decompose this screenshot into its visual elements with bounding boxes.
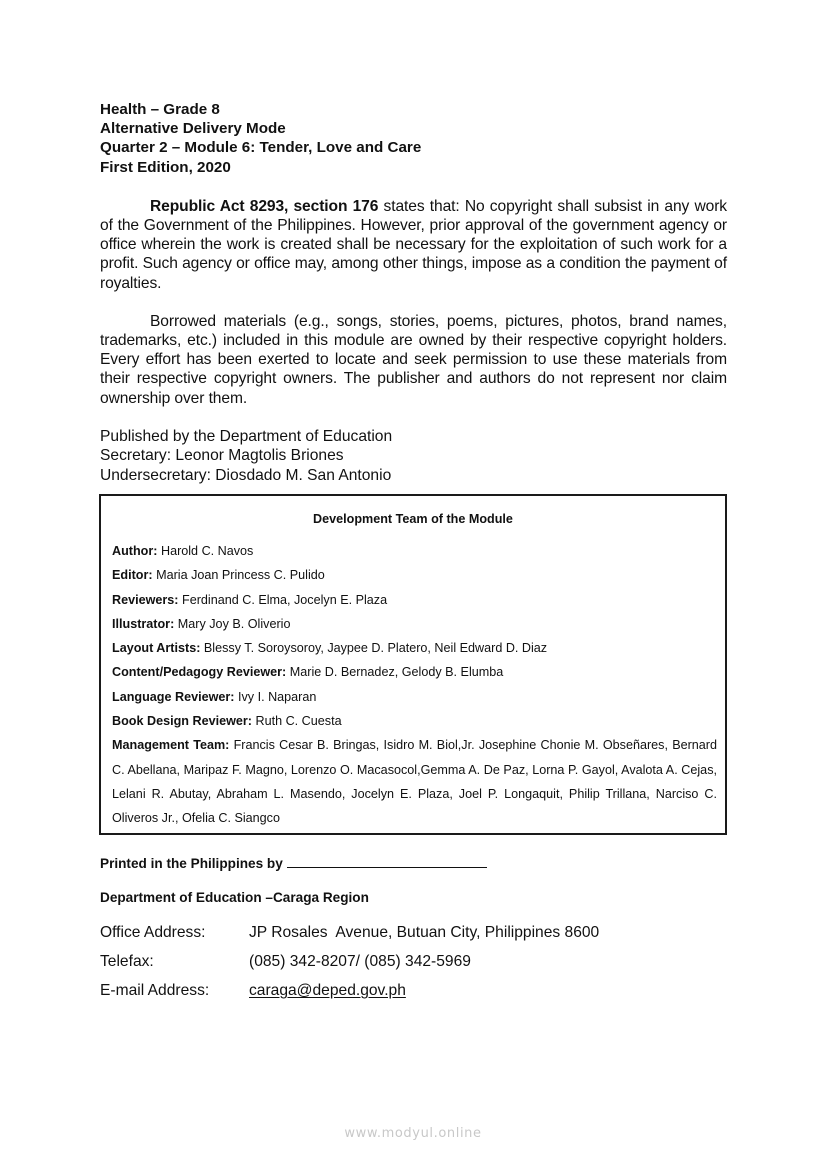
team-role: Language Reviewer: (112, 689, 235, 704)
borrowed-materials-paragraph (100, 312, 727, 408)
office-address-label: Office Address: (100, 924, 206, 941)
team-member-row (112, 640, 717, 664)
secretary: Secretary: Leonor Magtolis Briones (100, 447, 344, 465)
telefax-value: (085) 342-8207/ (085) 342-5969 (249, 953, 471, 970)
team-names: Blessy T. Soroysoroy, Jaypee D. Platero, Neil Edward D. Diaz (200, 641, 548, 656)
module-title-block (100, 100, 727, 177)
copyright-paragraph (100, 197, 727, 293)
printed-by-blank (287, 855, 487, 868)
telefax-row (100, 953, 599, 982)
delivery-mode-heading: Alternative Delivery Mode (100, 120, 286, 138)
team-role: Reviewers: (112, 592, 179, 607)
edition-heading: First Edition, 2020 (100, 158, 231, 176)
printed-by-label: Printed in the Philippines by (100, 856, 283, 871)
publisher-block (100, 427, 727, 485)
development-team-title: Development Team of the Module (313, 512, 513, 526)
email-value-wrapper (249, 982, 406, 1011)
team-member-row (112, 567, 717, 591)
management-team (112, 733, 717, 830)
subject-grade-heading: Health – Grade 8 (100, 101, 220, 118)
watermark: www.modyul.online (344, 1126, 482, 1141)
team-member-row (112, 592, 717, 616)
office-address-row (100, 924, 599, 953)
team-names: Ferdinand C. Elma, Jocelyn E. Plaza (178, 592, 388, 607)
module-heading: Quarter 2 – Module 6: Tender, Love and Care (100, 139, 422, 157)
team-role: Book Design Reviewer: (112, 714, 252, 729)
team-role: Author: (112, 544, 158, 558)
team-names: Maria Joan Princess C. Pulido (152, 568, 325, 583)
team-member-row (112, 689, 717, 713)
team-member-row (112, 616, 717, 640)
team-names: Ruth C. Cuesta (251, 714, 342, 729)
team-role: Editor: (112, 568, 153, 583)
team-role: Illustrator: (112, 616, 175, 631)
republic-act-reference: Republic Act 8293, section 176 (150, 197, 379, 215)
team-role: Layout Artists: (112, 641, 201, 656)
team-member-row (112, 543, 717, 567)
development-team-box (99, 494, 727, 835)
region-heading: Department of Education –Caraga Region (100, 890, 369, 905)
copyright-text: states that: No copyright shall subsist in any work of the Government of the Philippines. However, prior approval of the government agency or office wherein the work is created shall be necessary for the exploitation of such work for a profit. Such agency or office may, among other things, impose as a condition the payment of royalties. (100, 197, 727, 292)
development-team-list (112, 543, 717, 830)
team-member-row (112, 664, 717, 688)
team-names: Francis Cesar B. Bringas, Isidro M. Biol,Jr. Josephine Chonie M. Obseñares, Bernard C. Abellana, Maripaz F. Magno, Lorenzo O. Macasocol,Gemma A. De Paz, Lorna P. Gayol, Avalota A. Cejas, Lelani R. Abutay, Abraham L. Masendo, Jocelyn E. Plaza, Joel P. Longaquit, Philip Trillana, Narciso C. Oliveros Jr., Ofelia C. Siangco (112, 738, 717, 825)
team-role: Management Team: (112, 738, 230, 753)
undersecretary: Undersecretary: Diosdado M. San Antonio (100, 466, 392, 484)
office-address-value: JP Rosales Avenue, Butuan City, Philippines 8600 (249, 924, 600, 941)
email-label: E-mail Address: (100, 982, 210, 999)
email-row (100, 982, 599, 1011)
email-link[interactable]: caraga@deped.gov.ph (249, 982, 406, 999)
copyright-page (100, 100, 727, 485)
telefax-label: Telefax: (100, 953, 154, 970)
team-role: Content/Pedagogy Reviewer: (112, 665, 287, 680)
printed-by-line (100, 855, 487, 871)
team-names: Ivy I. Naparan (234, 689, 317, 704)
contact-block (100, 924, 599, 1011)
borrowed-materials-text: Borrowed materials (e.g., songs, stories, poems, pictures, photos, brand names, trademarks, etc.) included in this module are owned by their respective copyright holders. Every effort has been exerted to locate and seek permission to use these materials from their respective copyright owners. The publisher and authors do not represent nor claim ownership over them. (100, 312, 727, 407)
team-names: Harold C. Navos (157, 544, 254, 558)
team-names: Mary Joy B. Oliverio (174, 616, 291, 631)
published-by: Published by the Department of Education (100, 427, 393, 445)
team-names: Marie D. Bernadez, Gelody B. Elumba (286, 665, 504, 680)
